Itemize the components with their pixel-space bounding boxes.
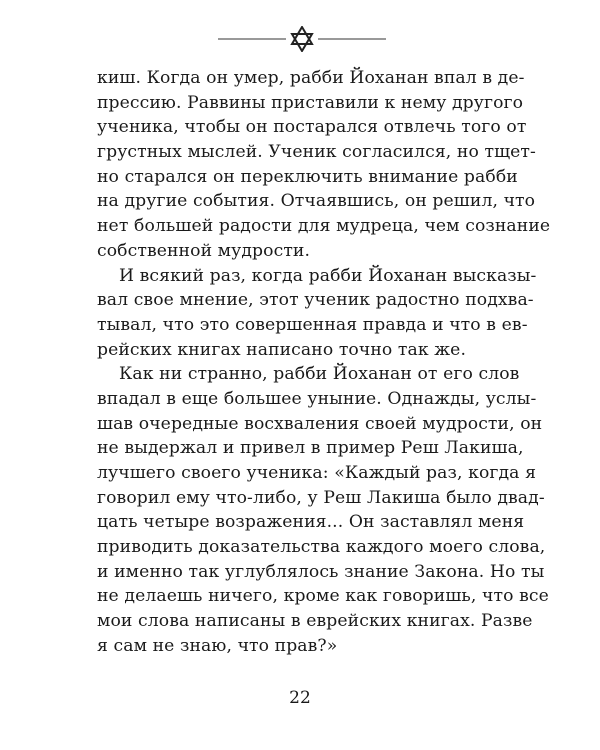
text-line: впадал в еще большее уныние. Однажды, услы-	[97, 388, 537, 409]
text-line: не делаешь ничего, кроме как говоришь, что все	[97, 586, 549, 607]
text-line: вал свое мнение, этот ученик радостно подхва-	[97, 290, 534, 311]
page-number: 22	[289, 688, 311, 708]
text-line: рейских книгах написано точно так же.	[97, 339, 467, 360]
text-line: киш. Когда он умер, рабби Йоханан впал в де-	[97, 68, 525, 88]
text-line: И всякий раз, когда рабби Йоханан высказы-	[119, 265, 537, 286]
text-line: ученика, чтобы он постарался отвлечь того от	[97, 117, 527, 138]
text-line: говорил ему что-либо, у Реш Лакиша было двад-	[97, 487, 545, 508]
text-line: мои слова написаны в еврейских книгах. Разве	[97, 611, 533, 632]
text-line: прессию. Раввины приставили к нему другого	[97, 92, 524, 113]
text-line: приводить доказательства каждого моего слова,	[97, 537, 546, 558]
text-line: тывал, что это совершенная правда и что в ев-	[97, 314, 528, 335]
text-line: лучшего своего ученика: «Каждый раз, когда я	[97, 463, 537, 483]
text-line: собственной мудрости.	[97, 240, 311, 261]
text-line: но старался он переключить внимание рабби	[97, 166, 518, 187]
star-of-david-icon	[218, 26, 386, 52]
text-line: я сам не знаю, что прав?»	[97, 635, 338, 656]
text-line: грустных мыслей. Ученик согласился, но тщет-	[97, 142, 536, 163]
text-line: на другие события. Отчаявшись, он решил, что	[97, 191, 536, 212]
text-line: не выдержал и привел в пример Реш Лакиша,	[97, 438, 524, 459]
body-text	[97, 66, 551, 659]
header-ornament	[218, 26, 386, 52]
text-line: шав очередные восхваления своей мудрости, он	[97, 413, 543, 434]
text-line: и именно так углублялось знание Закона. Но ты	[97, 561, 545, 582]
text-line: цать четыре возражения... Он заставлял меня	[97, 512, 525, 533]
text-line: Как ни странно, рабби Йоханан от его слов	[119, 364, 520, 385]
text-line: нет большей радости для мудреца, чем сознание	[97, 216, 551, 237]
